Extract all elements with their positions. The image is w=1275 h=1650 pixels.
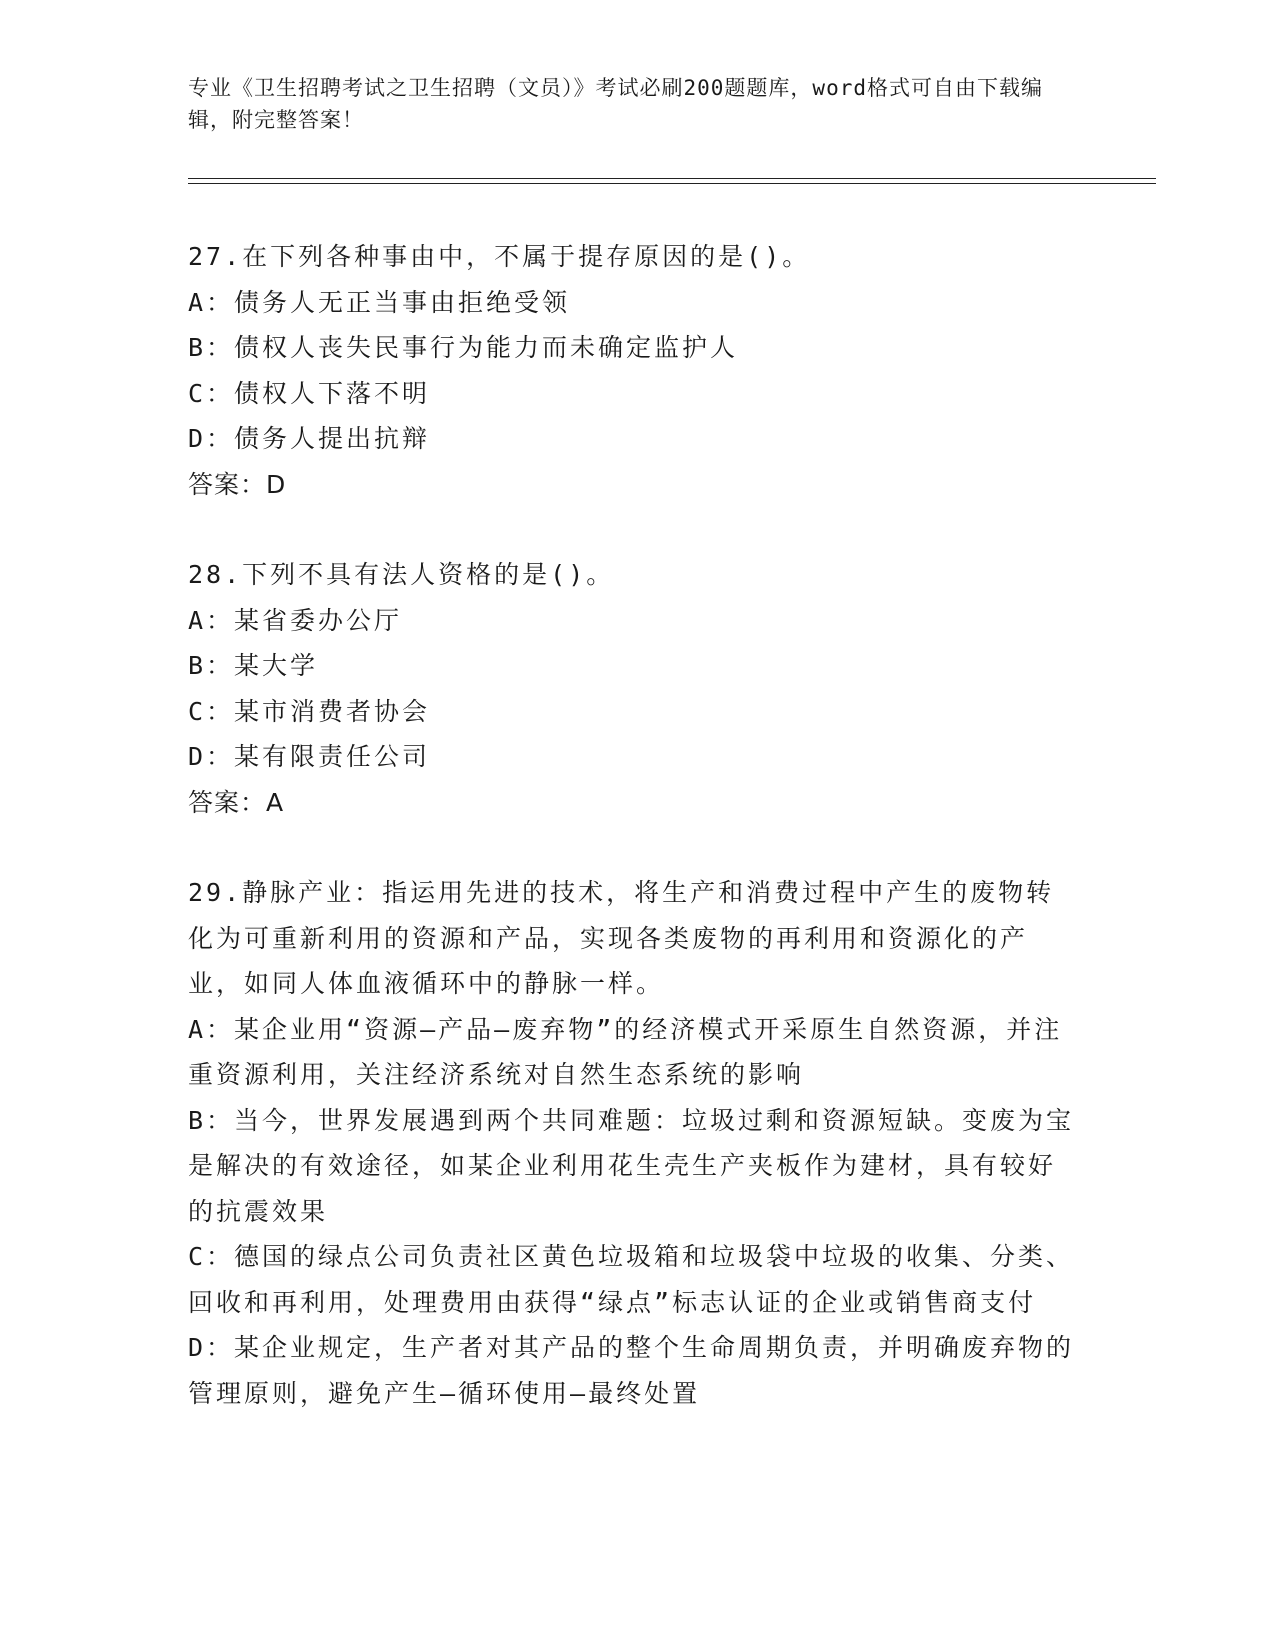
option-a: A：债务人无正当事由拒绝受领 bbox=[188, 287, 571, 317]
header-divider-top bbox=[188, 178, 1156, 179]
option-a: A：某省委办公厅 bbox=[188, 605, 403, 635]
option-d: D：某企业规定，生产者对其产品的整个生命周期负责，并明确废弃物的管理原则，避免产生—循环使用—最终处置 bbox=[188, 1333, 1075, 1408]
header-divider-bottom bbox=[188, 183, 1156, 184]
question-stem: 29.静脉产业：指运用先进的技术，将生产和消费过程中产生的废物转化为可重新利用的资源和产品，实现各类废物的再利用和资源化的产业，如同人体血液循环中的静脉一样。 bbox=[188, 878, 1055, 998]
option-a: A：某企业用“资源—产品—废弃物”的经济模式开采原生自然资源，并注重资源利用，关注经济系统对自然生态系统的影响 bbox=[188, 1014, 1063, 1089]
question-27 bbox=[188, 234, 1078, 507]
option-c: C：德国的绿点公司负责社区黄色垃圾箱和垃圾袋中垃圾的收集、分类、回收和再利用，处理费用由获得“绿点”标志认证的企业或销售商支付 bbox=[188, 1242, 1075, 1317]
question-29 bbox=[188, 870, 1078, 1416]
option-c: C：某市消费者协会 bbox=[188, 696, 431, 726]
answer: 答案：D bbox=[188, 469, 287, 499]
question-stem: 27.在下列各种事由中，不属于提存原因的是()。 bbox=[188, 242, 811, 271]
option-c: C：债权人下落不明 bbox=[188, 378, 431, 408]
option-b: B：债权人丧失民事行为能力而未确定监护人 bbox=[188, 333, 739, 362]
question-28 bbox=[188, 552, 1078, 825]
option-b: B：当今，世界发展遇到两个共同难题：垃圾过剩和资源短缺。变废为宝是解决的有效途径，如某企业利用花生壳生产夹板作为建材，具有较好的抗震效果 bbox=[188, 1105, 1075, 1226]
option-d: D：某有限责任公司 bbox=[188, 742, 431, 771]
document-header: 专业《卫生招聘考试之卫生招聘（文员）》考试必刷200题题库，word格式可自由下载编辑，附完整答案！ bbox=[188, 76, 1043, 132]
answer: 答案：A bbox=[188, 787, 285, 817]
question-stem: 28.下列不具有法人资格的是()。 bbox=[188, 560, 615, 589]
option-b: B：某大学 bbox=[188, 651, 319, 680]
option-d: D：债务人提出抗辩 bbox=[188, 424, 431, 453]
